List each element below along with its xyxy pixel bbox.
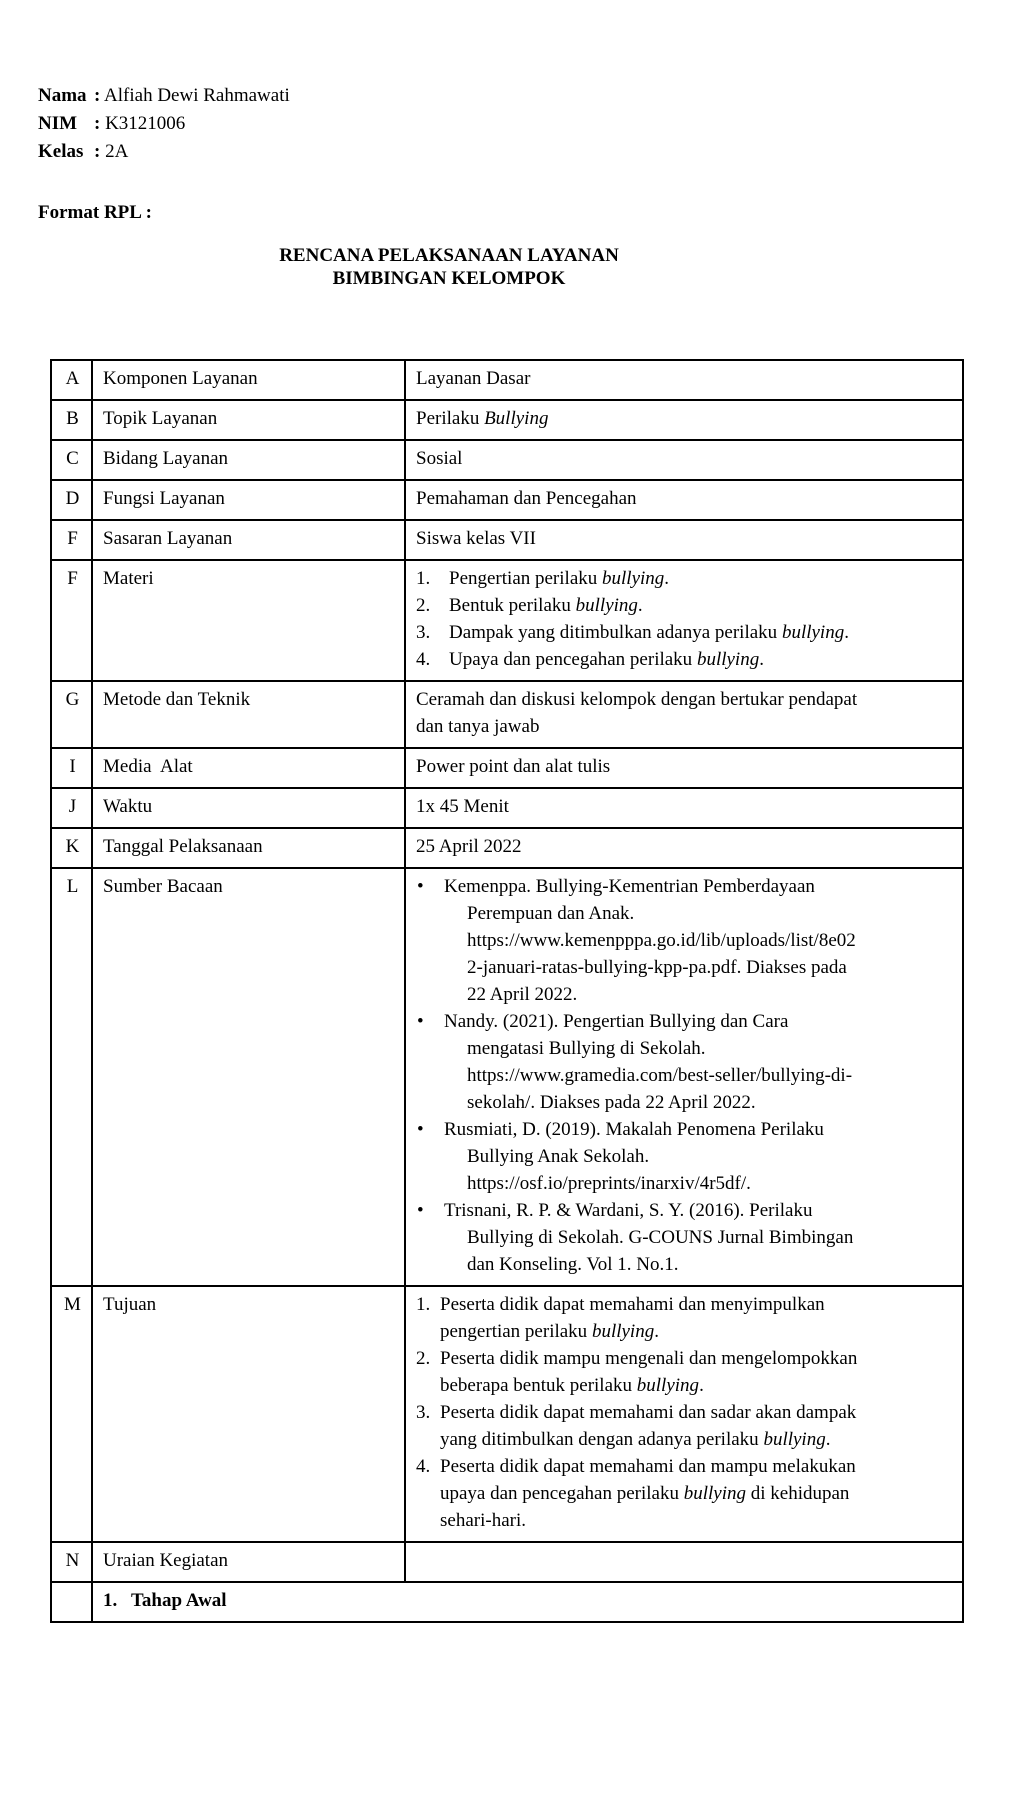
row-letter: F	[51, 560, 92, 681]
row-label: Metode dan Teknik	[92, 681, 405, 748]
row-value	[405, 1286, 963, 1542]
row-label: Waktu	[92, 788, 405, 828]
list-item	[416, 1197, 954, 1278]
row-label: Tujuan	[92, 1286, 405, 1542]
item-number: 4.	[416, 649, 431, 670]
bullet-icon: •	[417, 1119, 424, 1140]
bullet-icon: •	[417, 876, 424, 897]
item-text: Peserta didik dapat memahami dan menyimpulkan pengertian perilaku bullying.	[440, 1294, 825, 1342]
list-item	[416, 873, 954, 1008]
item-text: Nandy. (2021). Pengertian Bullying dan Cara mengatasi Bullying di Sekolah. https://www.gramedia.com/best-seller/bullying-di- sekolah/. Diakses pada 22 April 2022.	[444, 1011, 853, 1113]
item-text: Peserta didik dapat memahami dan sadar akan dampak yang ditimbulkan dengan adanya perilaku bullying.	[440, 1402, 857, 1450]
item-text: Dampak yang ditimbulkan adanya perilaku bullying.	[449, 622, 849, 643]
row-label: Sasaran Layanan	[92, 520, 405, 560]
bullet-icon: •	[417, 1200, 424, 1221]
item-text: Peserta didik mampu mengenali dan mengelompokkan beberapa bentuk perilaku bullying.	[440, 1348, 858, 1396]
row-letter: L	[51, 868, 92, 1286]
row-letter: M	[51, 1286, 92, 1542]
table-row-topik	[51, 400, 963, 440]
tahap-awal-heading	[103, 1587, 954, 1614]
list-item	[416, 619, 954, 646]
table-row-waktu	[51, 788, 963, 828]
item-text: Upaya dan pencegahan perilaku bullying.	[449, 649, 764, 670]
colon: :	[94, 85, 101, 106]
row-letter: D	[51, 480, 92, 520]
row-label: Media Alat	[92, 748, 405, 788]
table-row-tujuan	[51, 1286, 963, 1542]
row-value: 25 April 2022	[405, 828, 963, 868]
table-row-tanggal	[51, 828, 963, 868]
rpl-table	[50, 359, 964, 1623]
item-text: Pengertian perilaku bullying.	[449, 568, 670, 589]
row-letter: G	[51, 681, 92, 748]
row-letter: F	[51, 520, 92, 560]
name-label: Nama	[38, 85, 87, 106]
row-value: Perilaku Bullying	[405, 400, 963, 440]
list-item	[416, 1345, 954, 1399]
row-label: Materi	[92, 560, 405, 681]
item-text: Tahap Awal	[131, 1590, 227, 1611]
table-row-sasaran	[51, 520, 963, 560]
colon: :	[94, 113, 101, 134]
nim-label: NIM	[38, 113, 78, 134]
list-item	[416, 646, 954, 673]
row-value: Ceramah dan diskusi kelompok dengan bertukar pendapat dan tanya jawab	[405, 681, 963, 748]
table-row-uraian	[51, 1542, 963, 1582]
bullet-icon: •	[417, 1011, 424, 1032]
row-value	[405, 560, 963, 681]
list-item	[416, 565, 954, 592]
table-row-komponen	[51, 360, 963, 400]
student-class-row	[38, 138, 1012, 166]
row-letter: A	[51, 360, 92, 400]
item-number: 2.	[416, 1348, 431, 1369]
list-item	[416, 592, 954, 619]
row-value: Sosial	[405, 440, 963, 480]
table-row-tahap-awal	[51, 1582, 963, 1622]
row-letter: B	[51, 400, 92, 440]
class-label: Kelas	[38, 141, 84, 162]
row-letter: C	[51, 440, 92, 480]
item-text: Peserta didik dapat memahami dan mampu melakukan upaya dan pencegahan perilaku bullying di kehidupan sehari-hari.	[440, 1456, 856, 1531]
item-number: 1.	[416, 1294, 431, 1315]
item-number: 1.	[416, 568, 431, 589]
title-line-1: RENCANA PELAKSANAAN LAYANAN	[279, 245, 619, 266]
row-value: Layanan Dasar	[405, 360, 963, 400]
list-item	[416, 1399, 954, 1453]
nim-value: K3121006	[105, 113, 186, 134]
row-value: 1x 45 Menit	[405, 788, 963, 828]
list-item	[416, 1453, 954, 1534]
format-rpl-heading: Format RPL :	[38, 202, 152, 223]
row-letter: J	[51, 788, 92, 828]
row-value: Siswa kelas VII	[405, 520, 963, 560]
row-label: Topik Layanan	[92, 400, 405, 440]
student-nim-row	[38, 110, 1012, 138]
row-label: Komponen Layanan	[92, 360, 405, 400]
row-value	[405, 868, 963, 1286]
tahap-awal-cell	[92, 1582, 963, 1622]
list-item	[416, 1116, 954, 1197]
document-title	[38, 244, 860, 290]
name-value: Alfiah Dewi Rahmawati	[104, 85, 290, 106]
table-row-media	[51, 748, 963, 788]
student-info-block	[38, 82, 1012, 166]
class-value: 2A	[105, 141, 129, 162]
row-label: Tanggal Pelaksanaan	[92, 828, 405, 868]
row-value: Power point dan alat tulis	[405, 748, 963, 788]
list-item	[416, 1291, 954, 1345]
list-item	[416, 1008, 954, 1116]
item-number: 1.	[103, 1590, 118, 1611]
colon: :	[94, 141, 101, 162]
item-text: Bentuk perilaku bullying.	[449, 595, 643, 616]
row-value: Pemahaman dan Pencegahan	[405, 480, 963, 520]
student-name-row	[38, 82, 1012, 110]
row-label: Sumber Bacaan	[92, 868, 405, 1286]
item-text: Trisnani, R. P. & Wardani, S. Y. (2016). Perilaku Bullying di Sekolah. G-COUNS Jurnal Bimbingan dan Konseling. Vol 1. No.1.	[444, 1200, 854, 1275]
row-label: Fungsi Layanan	[92, 480, 405, 520]
row-letter	[51, 1582, 92, 1622]
row-value	[405, 1542, 963, 1582]
table-row-sumber	[51, 868, 963, 1286]
item-number: 3.	[416, 1402, 431, 1423]
row-label: Bidang Layanan	[92, 440, 405, 480]
item-text: Rusmiati, D. (2019). Makalah Penomena Perilaku Bullying Anak Sekolah. https://osf.io/preprints/inarxiv/4r5df/.	[444, 1119, 824, 1194]
table-row-bidang	[51, 440, 963, 480]
row-letter: N	[51, 1542, 92, 1582]
title-line-2: BIMBINGAN KELOMPOK	[332, 268, 566, 289]
row-letter: I	[51, 748, 92, 788]
table-row-fungsi	[51, 480, 963, 520]
item-text: Kemenppa. Bullying-Kementrian Pemberdayaan Perempuan dan Anak. https://www.kemenpppa.go.id/lib/uploads/list/8e02 2-januari-ratas-bullying-kpp-pa.pdf. Diakses pada 22 April 2022.	[444, 876, 856, 1005]
item-number: 4.	[416, 1456, 431, 1477]
table-row-materi	[51, 560, 963, 681]
row-label: Uraian Kegiatan	[92, 1542, 405, 1582]
item-number: 3.	[416, 622, 431, 643]
table-row-metode	[51, 681, 963, 748]
item-number: 2.	[416, 595, 431, 616]
row-letter: K	[51, 828, 92, 868]
